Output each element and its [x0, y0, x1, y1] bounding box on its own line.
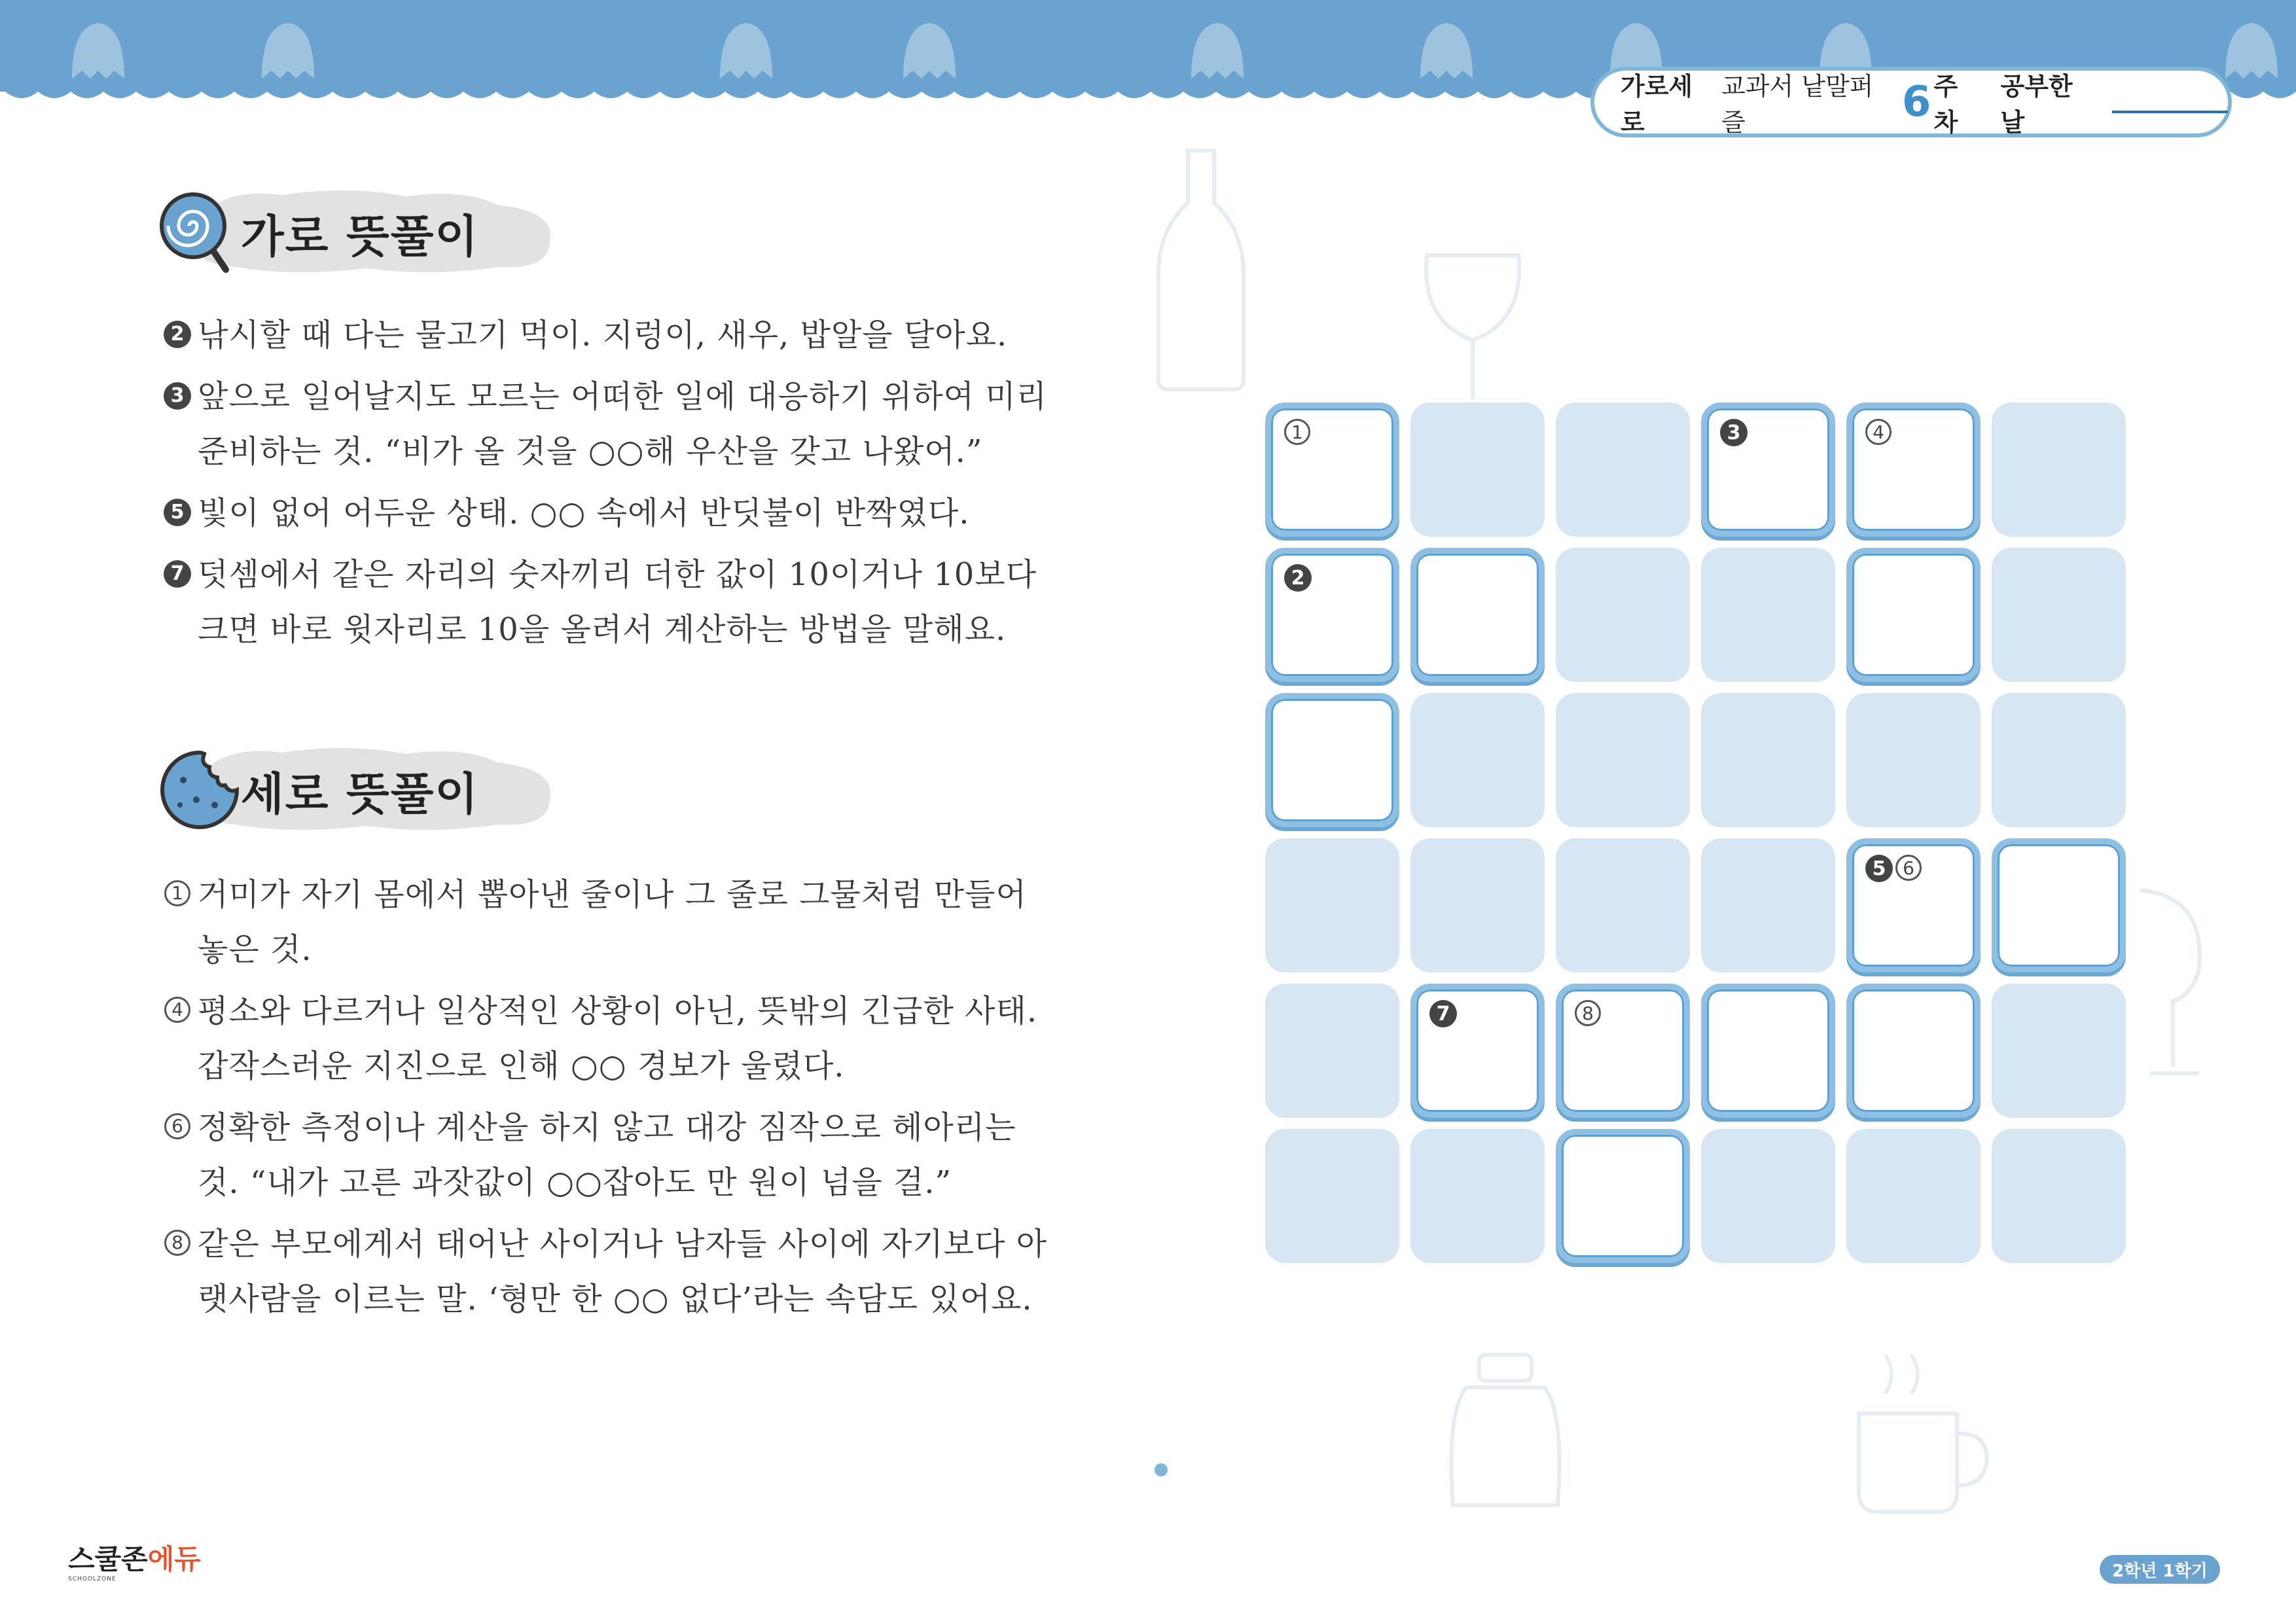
crossword-grid	[1265, 402, 2129, 1266]
clue-line: 갑작스러운 지진으로 인해 ○○ 경보가 울렸다.	[198, 1048, 845, 1084]
cell-number-label	[1865, 855, 1922, 882]
clue-number: 5	[164, 499, 191, 526]
cell-number-label	[1284, 419, 1310, 445]
clue-line: 정확한 측정이나 계산을 하지 않고 대강 짐작으로 헤아리는	[198, 1109, 1016, 1146]
ghost-icon	[890, 13, 969, 85]
study-date-blank[interactable]	[2112, 91, 2228, 113]
answer-cell[interactable]	[1846, 984, 1981, 1118]
blank-cell	[1701, 838, 1835, 972]
blank-cell	[1992, 984, 2126, 1118]
ghost-icon	[1178, 13, 1257, 85]
blank-cell	[1556, 693, 1690, 827]
cell-number: 6	[1895, 855, 1922, 881]
logo-main: 스쿨존	[68, 1543, 148, 1575]
blank-cell	[1992, 548, 2126, 682]
answer-cell[interactable]	[1846, 838, 1981, 972]
across-title: 가로 뜻풀이	[241, 211, 480, 263]
across-clue	[157, 486, 1047, 541]
blank-cell	[1265, 1129, 1399, 1263]
clue-number: 1	[164, 880, 190, 906]
grade-badge: 2학년 1학기	[2100, 1555, 2220, 1584]
cookie-icon	[157, 747, 242, 832]
answer-cell[interactable]	[1265, 402, 1399, 537]
cell-number: 4	[1865, 419, 1892, 445]
clue-number-wrap	[157, 1100, 198, 1210]
answer-cell[interactable]	[1410, 548, 1545, 682]
blank-cell	[1992, 693, 2126, 827]
clue-number-wrap	[157, 1217, 198, 1327]
blank-cell	[1410, 1129, 1545, 1263]
ghost-icon	[707, 13, 785, 85]
blank-cell	[1701, 1129, 1835, 1263]
cell-number: 8	[1575, 1000, 1601, 1026]
clue-text	[198, 984, 1047, 1094]
clue-line: 것. “내가 고른 과잣값이 ○○잡아도 만 원이 넘을 걸.”	[198, 1164, 952, 1201]
cell-number-label	[1865, 419, 1892, 445]
down-section-badge	[157, 740, 497, 838]
cell-number: 5	[1865, 855, 1893, 882]
blank-cell	[1992, 1129, 2126, 1263]
answer-cell[interactable]	[1701, 402, 1835, 537]
cell-number: 7	[1429, 1000, 1457, 1027]
across-clue-list	[157, 308, 1047, 664]
week-unit: 주차	[1933, 72, 1958, 137]
clue-number-wrap	[157, 486, 198, 541]
blank-cell	[1701, 693, 1835, 827]
across-clue	[157, 369, 1047, 479]
clue-text	[198, 867, 1047, 977]
cell-number-label	[1284, 564, 1312, 592]
answer-cell[interactable]	[1992, 838, 2126, 972]
clue-line: 같은 부모에게서 태어난 사이거나 남자들 사이에 자기보다 아	[198, 1226, 1048, 1262]
clue-line: 준비하는 것. “비가 올 것을 ○○해 우산을 갖고 나왔어.”	[198, 433, 983, 470]
clue-number-wrap	[157, 867, 198, 977]
blank-cell	[1992, 402, 2126, 537]
ghost-icon	[1407, 13, 1486, 85]
blank-cell	[1556, 402, 1690, 537]
answer-cell[interactable]	[1265, 548, 1399, 682]
clue-number: 3	[164, 382, 191, 410]
cell-number: 2	[1284, 564, 1312, 592]
clue-number: 2	[164, 321, 191, 348]
wine-glass-icon	[1414, 249, 1532, 419]
week-number: 6	[1901, 78, 1931, 126]
cell-number-label	[1575, 1000, 1601, 1026]
cell-number: 1	[1284, 419, 1310, 445]
clue-number-wrap	[157, 547, 198, 657]
ghost-icon	[59, 13, 137, 85]
clue-number: 6	[164, 1113, 190, 1139]
clue-line: 앞으로 일어날지도 모르는 어떠한 일에 대응하기 위하여 미리	[198, 378, 1048, 415]
clue-line: 랫사람을 이르는 말. ‘형만 한 ○○ 없다’라는 속담도 있어요.	[198, 1281, 1033, 1317]
down-clue	[157, 984, 1047, 1094]
across-clue	[157, 547, 1047, 657]
blank-cell	[1701, 548, 1835, 682]
cell-number-label	[1429, 1000, 1457, 1027]
blank-cell	[1265, 838, 1399, 972]
clue-number-wrap	[157, 308, 198, 363]
clue-line: 덧셈에서 같은 자리의 숫자끼리 더한 값이 10이거나 10보다	[198, 556, 1037, 593]
blank-cell	[1846, 693, 1981, 827]
blank-cell	[1556, 838, 1690, 972]
clue-text	[198, 547, 1047, 657]
clue-line: 평소와 다르거나 일상적인 상황이 아닌, 뜻밖의 긴급한 사태.	[198, 993, 1038, 1029]
clue-line: 크면 바로 윗자리로 10을 올려서 계산하는 방법을 말해요.	[198, 611, 1007, 648]
header-title-light: 교과서 낱말퍼즐	[1721, 72, 1874, 137]
ghost-icon	[249, 13, 327, 85]
clue-text	[198, 1217, 1047, 1327]
clue-number: 7	[164, 560, 191, 588]
cell-number: 3	[1720, 419, 1748, 446]
down-clue-list	[157, 867, 1047, 1333]
down-title: 세로 뜻풀이	[241, 769, 480, 821]
answer-cell[interactable]	[1265, 693, 1399, 827]
clue-line: 놓은 것.	[198, 931, 312, 968]
clue-number: 8	[164, 1230, 190, 1256]
blank-cell	[1265, 984, 1399, 1118]
cell-number-label	[1720, 419, 1748, 446]
jar-icon	[1440, 1348, 1571, 1518]
page-dot	[1155, 1463, 1168, 1476]
study-day-label: 공부한 날	[2000, 72, 2073, 137]
clue-line: 낚시할 때 다는 물고기 먹이. 지렁이, 새우, 밥알을 달아요.	[198, 317, 1008, 353]
across-section-badge	[157, 182, 497, 280]
ghost-icon	[2212, 13, 2291, 85]
answer-cell[interactable]	[1556, 984, 1690, 1118]
clue-text	[198, 308, 1047, 363]
clue-text	[198, 1100, 1047, 1210]
lollipop-icon	[157, 190, 242, 275]
clue-text	[198, 486, 1047, 541]
down-clue	[157, 867, 1047, 977]
clue-number-wrap	[157, 369, 198, 479]
answer-cell[interactable]	[1701, 984, 1835, 1118]
logo-sub: SCHOOLZONE	[68, 1576, 117, 1582]
across-clue	[157, 308, 1047, 363]
cup-icon	[1846, 1348, 1996, 1518]
clue-text	[198, 369, 1047, 479]
clue-number-wrap	[157, 984, 198, 1094]
publisher-logo	[68, 1538, 201, 1582]
down-clue	[157, 1100, 1047, 1210]
logo-accent: 에듀	[147, 1543, 201, 1575]
clue-line: 거미가 자기 몸에서 뽑아낸 줄이나 그 줄로 그물처럼 만들어	[198, 876, 1027, 913]
wine-glass-icon	[2134, 883, 2212, 1080]
answer-cell[interactable]	[1556, 1129, 1690, 1263]
blank-cell	[1846, 1129, 1981, 1263]
blank-cell	[1410, 838, 1545, 972]
blank-cell	[1410, 693, 1545, 827]
blank-cell	[1410, 402, 1545, 537]
clue-number: 4	[164, 997, 190, 1023]
study-date-header	[1590, 67, 2232, 137]
clue-line: 빛이 없어 어두운 상태. ○○ 속에서 반딧불이 반짝였다.	[198, 495, 970, 531]
answer-cell[interactable]	[1846, 548, 1981, 682]
answer-cell[interactable]	[1410, 984, 1545, 1118]
header-title-bold: 가로세로	[1621, 72, 1693, 137]
answer-cell[interactable]	[1846, 402, 1981, 537]
down-clue	[157, 1217, 1047, 1327]
blank-cell	[1556, 548, 1690, 682]
bottle-icon	[1152, 144, 1250, 393]
